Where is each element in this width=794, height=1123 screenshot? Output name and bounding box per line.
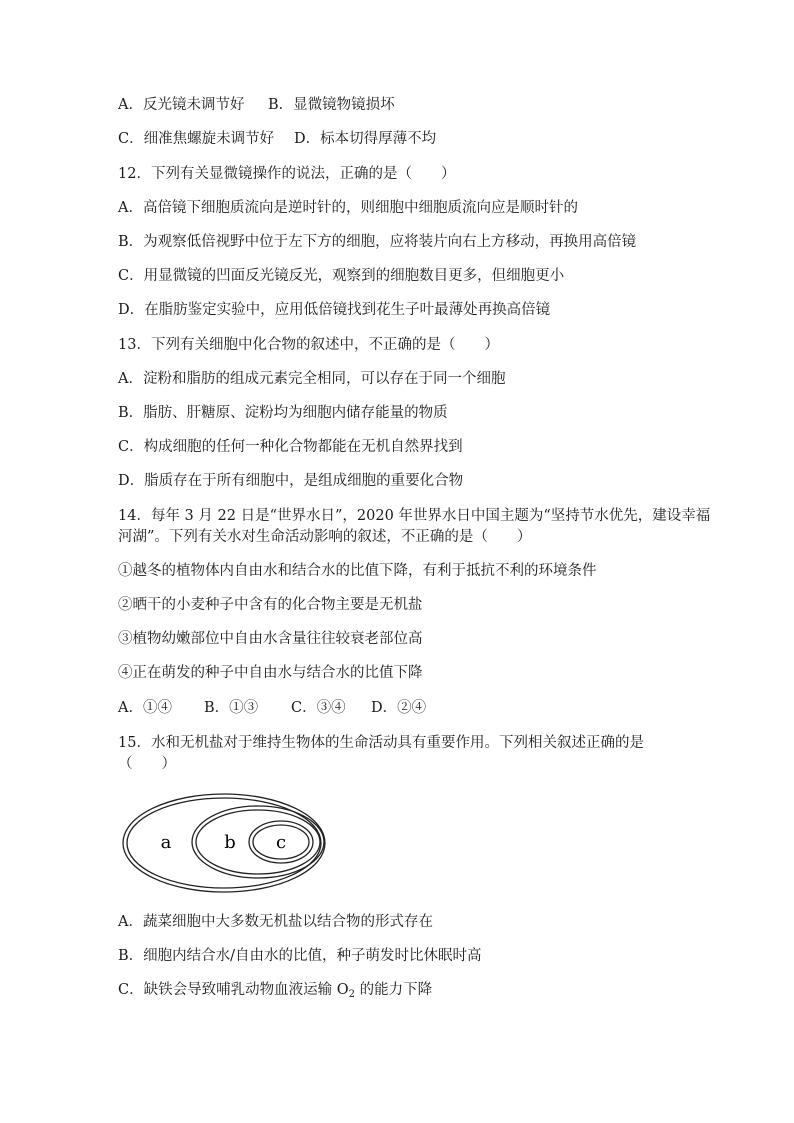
q14-option-b: B．①③ (204, 700, 259, 716)
q15-stem-line-2: （ ） (118, 756, 176, 772)
q11-option-d: D．标本切得厚薄不均 (294, 131, 437, 147)
q12-option-c: C．用显微镜的凹面反光镜反光，观察到的细胞数目更多，但细胞更小 (118, 268, 565, 284)
q14-stem-line-1: 14．每年 3 月 22 日是“世界水日”，2020 年世界水日中国主题为“坚持节水优先，建设幸福 (118, 508, 711, 524)
nested-ellipses-diagram (120, 790, 340, 900)
q12-stem: 12．下列有关显微镜操作的说法，正确的是（ ） (118, 166, 456, 182)
label-b: b (224, 832, 236, 853)
q15-stem-line-1: 15．水和无机盐对于维持生物体的生命活动具有重要作用。下列相关叙述正确的是 (118, 735, 644, 751)
ellipse-b (192, 806, 324, 878)
q14-statement-1: ①越冬的植物体内自由水和结合水的比值下降，有利于抵抗不利的环境条件 (118, 563, 597, 579)
q11-option-a: A．反光镜未调节好 (118, 97, 245, 113)
q14-option-c: C．③④ (291, 700, 346, 716)
q12-option-d: D．在脂肪鉴定实验中，应用低倍镜找到花生子叶最薄处再换高倍镜 (118, 302, 551, 318)
q11-option-c: C．细准焦螺旋未调节好 (118, 131, 275, 147)
q14-statement-2: ②晒干的小麦种子中含有的化合物主要是无机盐 (118, 597, 423, 613)
label-c: c (275, 832, 287, 853)
q12-option-b: B．为观察低倍视野中位于左下方的细胞，应将装片向右上方移动，再换用高倍镜 (118, 234, 637, 250)
q13-option-d: D．脂质存在于所有细胞中，是组成细胞的重要化合物 (118, 473, 464, 489)
q12-option-a: A．高倍镜下细胞质流向是逆时针的，则细胞中细胞质流向应是顺时针的 (118, 200, 578, 216)
q15-option-c-subscript: 2 (348, 989, 355, 1000)
q15-option-c-suffix: 的能力下降 (354, 982, 433, 998)
q14-statement-4: ④正在萌发的种子中自由水与结合水的比值下降 (118, 665, 423, 681)
q15-option-a: A．蔬菜细胞中大多数无机盐以结合物的形式存在 (118, 914, 433, 930)
q15-option-c (118, 981, 432, 1004)
q14-option-d: D．②④ (371, 700, 427, 716)
q15-option-c-text: C．缺铁会导致哺乳动物血液运输 O (118, 982, 349, 998)
q13-option-a: A．淀粉和脂肪的组成元素完全相同，可以存在于同一个细胞 (118, 371, 506, 387)
q11-option-b: B．显微镜物镜损坏 (268, 97, 395, 113)
q11-options-row-2 (118, 130, 436, 148)
q13-stem: 13．下列有关细胞中化合物的叙述中，不正确的是（ ） (118, 337, 499, 353)
q13-option-b: B．脂肪、肝糖原、淀粉均为细胞内储存能量的物质 (118, 405, 448, 421)
label-a: a (160, 832, 172, 853)
q14-statement-3: ③植物幼嫩部位中自由水含量往往较衰老部位高 (118, 631, 423, 647)
q15-option-b: B．细胞内结合水/自由水的比值，种子萌发时比休眠时高 (118, 948, 482, 964)
q11-options-row-1 (118, 96, 395, 114)
q13-option-c: C．构成细胞的任何一种化合物都能在无机自然界找到 (118, 439, 463, 455)
q14-options-row (118, 699, 426, 717)
q14-option-a: A．①④ (118, 700, 172, 716)
q14-stem-line-2: 河湖”。下列有关水对生命活动影响的叙述，不正确的是（ ） (118, 529, 532, 545)
